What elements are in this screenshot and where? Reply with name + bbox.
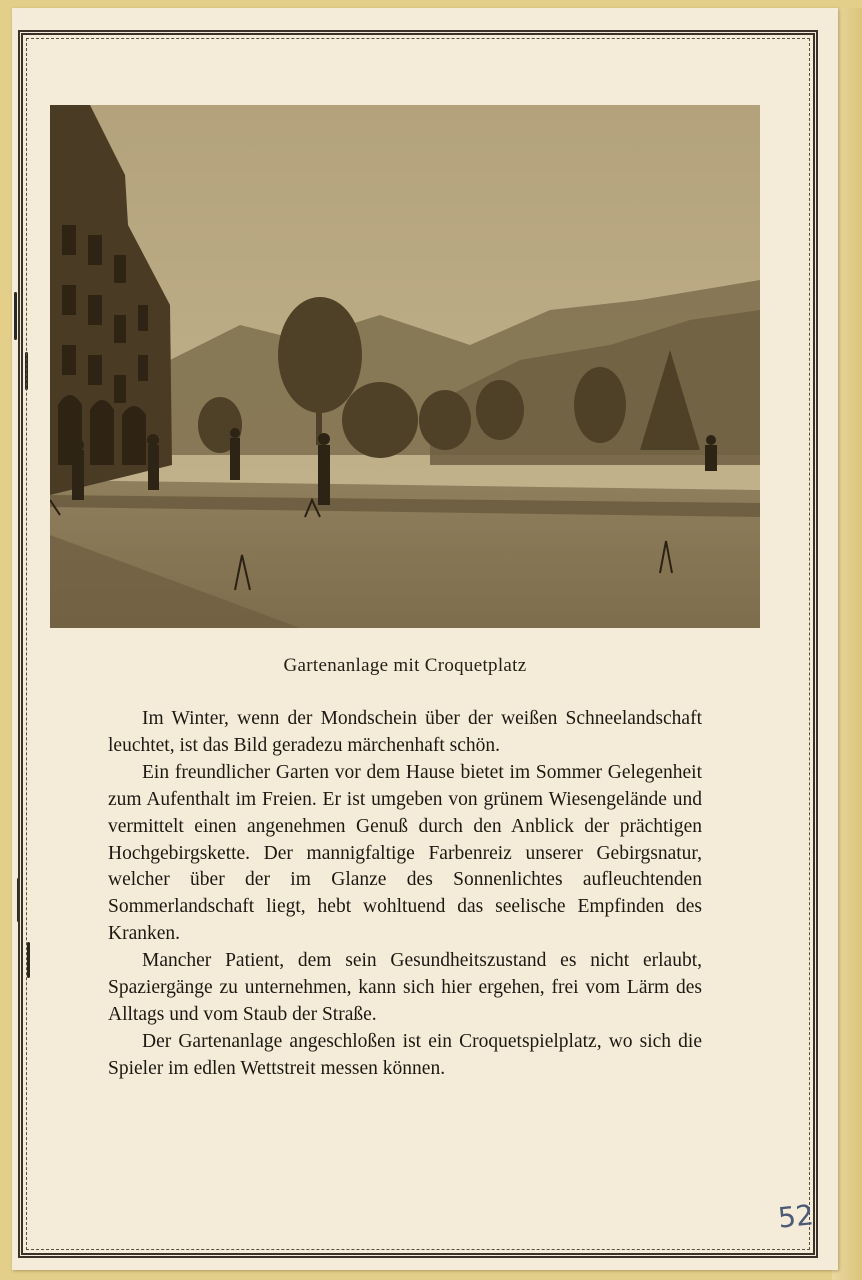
- paragraph: Mancher Patient, dem sein Gesundheitszustand es nicht erlaubt, Spaziergänge zu unternehmen, kann sich hier ergehen, frei vom Lärm des Alltags und vom Staub der Straße.: [108, 950, 702, 1025]
- photo-illustration: [50, 105, 760, 628]
- photo-caption: Gartenanlage mit Croquetplatz: [283, 655, 527, 676]
- paragraph: Ein freundlicher Garten vor dem Hause bietet im Sommer Gelegenheit zum Aufenthalt im Freien. Er ist umgeben von grünem Wiesengelände und vermittelt einen angenehmen Genuß durch den Anblick der prächtigen Hochgebirgskette. Der mannigfaltige Farbenreiz unserer Gebirgsnatur, welcher über der im Glanze des Sonnenlichtes aufleuchtenden Sommerlandschaft liegt, hebt wohltuend das seelische Empfinden des Kranken.: [108, 761, 702, 945]
- garden-photograph: [50, 105, 760, 628]
- article-body: [108, 706, 702, 1083]
- staple-top: [14, 292, 17, 340]
- page-number: 52: [776, 1198, 816, 1235]
- paragraph: Im Winter, wenn der Mondschein über der weißen Schneelandschaft leuchtet, ist das Bild geradezu märchenhaft schön.: [108, 708, 702, 756]
- paragraph: Der Gartenanlage angeschloßen ist ein Croquetspielplatz, wo sich die Spieler im edlen Wettstreit messen können.: [108, 1030, 702, 1079]
